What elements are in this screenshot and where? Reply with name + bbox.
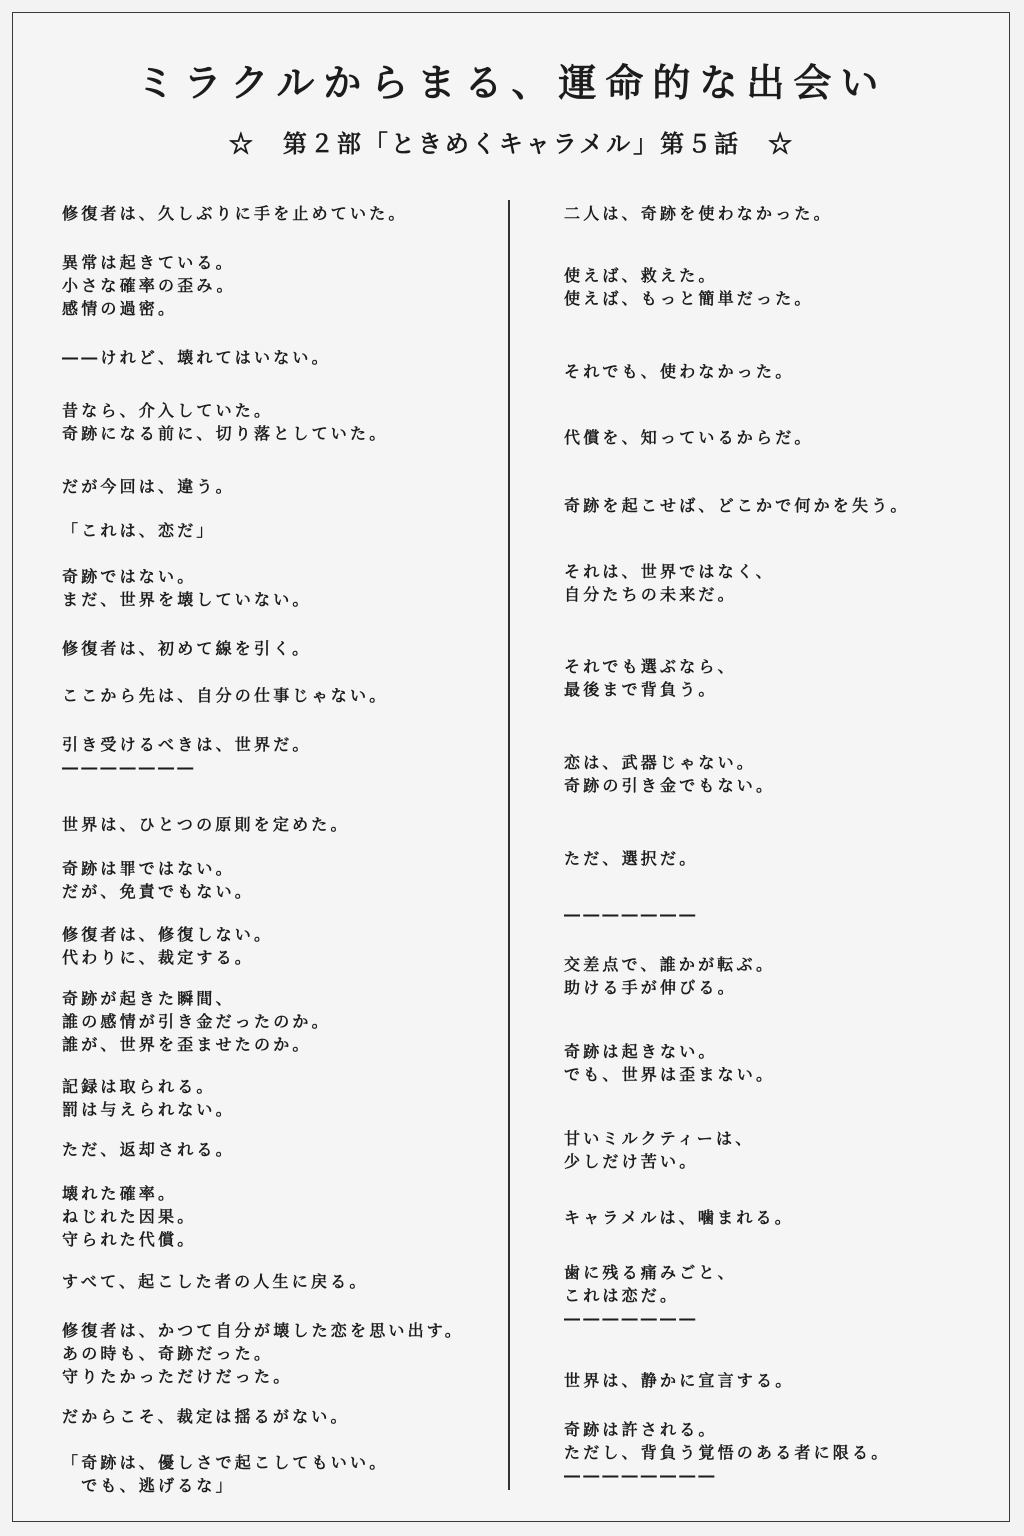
stanza: 「これは、恋だ」 [62,521,216,540]
stanza: 記録は取られる。 罰は与えられない。 [62,1077,235,1119]
stanza: 二人は、奇跡を使わなかった。 [564,204,833,223]
stanza: 交差点で、誰かが転ぶ。 助ける手が伸びる。 [564,955,776,997]
stanza: 修復者は、久しぶりに手を止めていた。 [62,204,408,223]
stanza: ただ、選択だ。 [564,849,699,868]
stanza: ただ、返却される。 [62,1140,235,1159]
stanza: 恋は、武器じゃない。 奇跡の引き金でもない。 [564,753,776,795]
stanza: 「奇跡は、優しさで起こしてもいい。 でも、逃げるな」 [62,1453,389,1495]
stanza: 世界は、静かに宣言する。 [564,1371,795,1390]
stanza: 引き受けるべきは、世界だ。 ――――――― [62,735,312,777]
stanza: 代償を、知っているからだ。 [564,428,814,447]
stanza: 使えば、救えた。 使えば、もっと簡単だった。 [564,266,814,308]
stanza: 歯に残る痛みごと、 これは恋だ。 ――――――― [564,1263,737,1328]
stanza: すべて、起こした者の人生に戻る。 [62,1272,369,1291]
episode-subtitle: ☆ 第２部「ときめくキャラメル」第５話 ☆ [228,129,796,158]
stanza: ――けれど、壊れてはいない。 [62,348,331,367]
stanza: 修復者は、かつて自分が壊した恋を思い出す。 あの時も、奇跡だった。 守りたかっただけだった。 [62,1321,464,1386]
stanza: 奇跡は罪ではない。 だが、免責でもない。 [62,859,255,901]
stanza: 奇跡は許される。 ただし、背負う覚悟のある者に限る。 ―――――――― [564,1420,891,1485]
stanza: ――――――― [564,905,699,924]
stanza: 修復者は、修復しない。 代わりに、裁定する。 [62,925,274,967]
stanza: 異常は起きている。 小さな確率の歪み。 感情の過密。 [62,253,236,318]
stanza: 奇跡は起きない。 でも、世界は歪まない。 [564,1042,776,1084]
stanza: 修復者は、初めて線を引く。 [62,639,312,658]
stanza: 奇跡ではない。 まだ、世界を壊していない。 [62,567,312,609]
stanza: だが今回は、違う。 [62,477,235,496]
stanza: それでも、使わなかった。 [564,362,795,381]
stanza: 甘いミルクティーは、 少しだけ苦い。 [564,1129,755,1171]
stanza: 昔なら、介入していた。 奇跡になる前に、切り落としていた。 [62,401,389,443]
stanza: 壊れた確率。 ねじれた因果。 守られた代償。 [62,1184,197,1249]
stanza: 奇跡が起きた瞬間、 誰の感情が引き金だったのか。 誰が、世界を歪ませたのか。 [62,989,331,1054]
stanza: 世界は、ひとつの原則を定めた。 [62,815,350,834]
stanza: 奇跡を起こせば、どこかで何かを失う。 [564,496,910,515]
stanza: ここから先は、自分の仕事じゃない。 [62,686,389,705]
stanza: それは、世界ではなく、 自分たちの未来だ。 [564,562,775,604]
page-title: ミラクルからまる、運命的な出会い [136,60,888,105]
stanza: キャラメルは、噛まれる。 [564,1208,794,1227]
column-divider [508,200,510,1490]
stanza: だからこそ、裁定は揺るがない。 [62,1407,350,1426]
stanza: それでも選ぶなら、 最後まで背負う。 [564,657,737,699]
